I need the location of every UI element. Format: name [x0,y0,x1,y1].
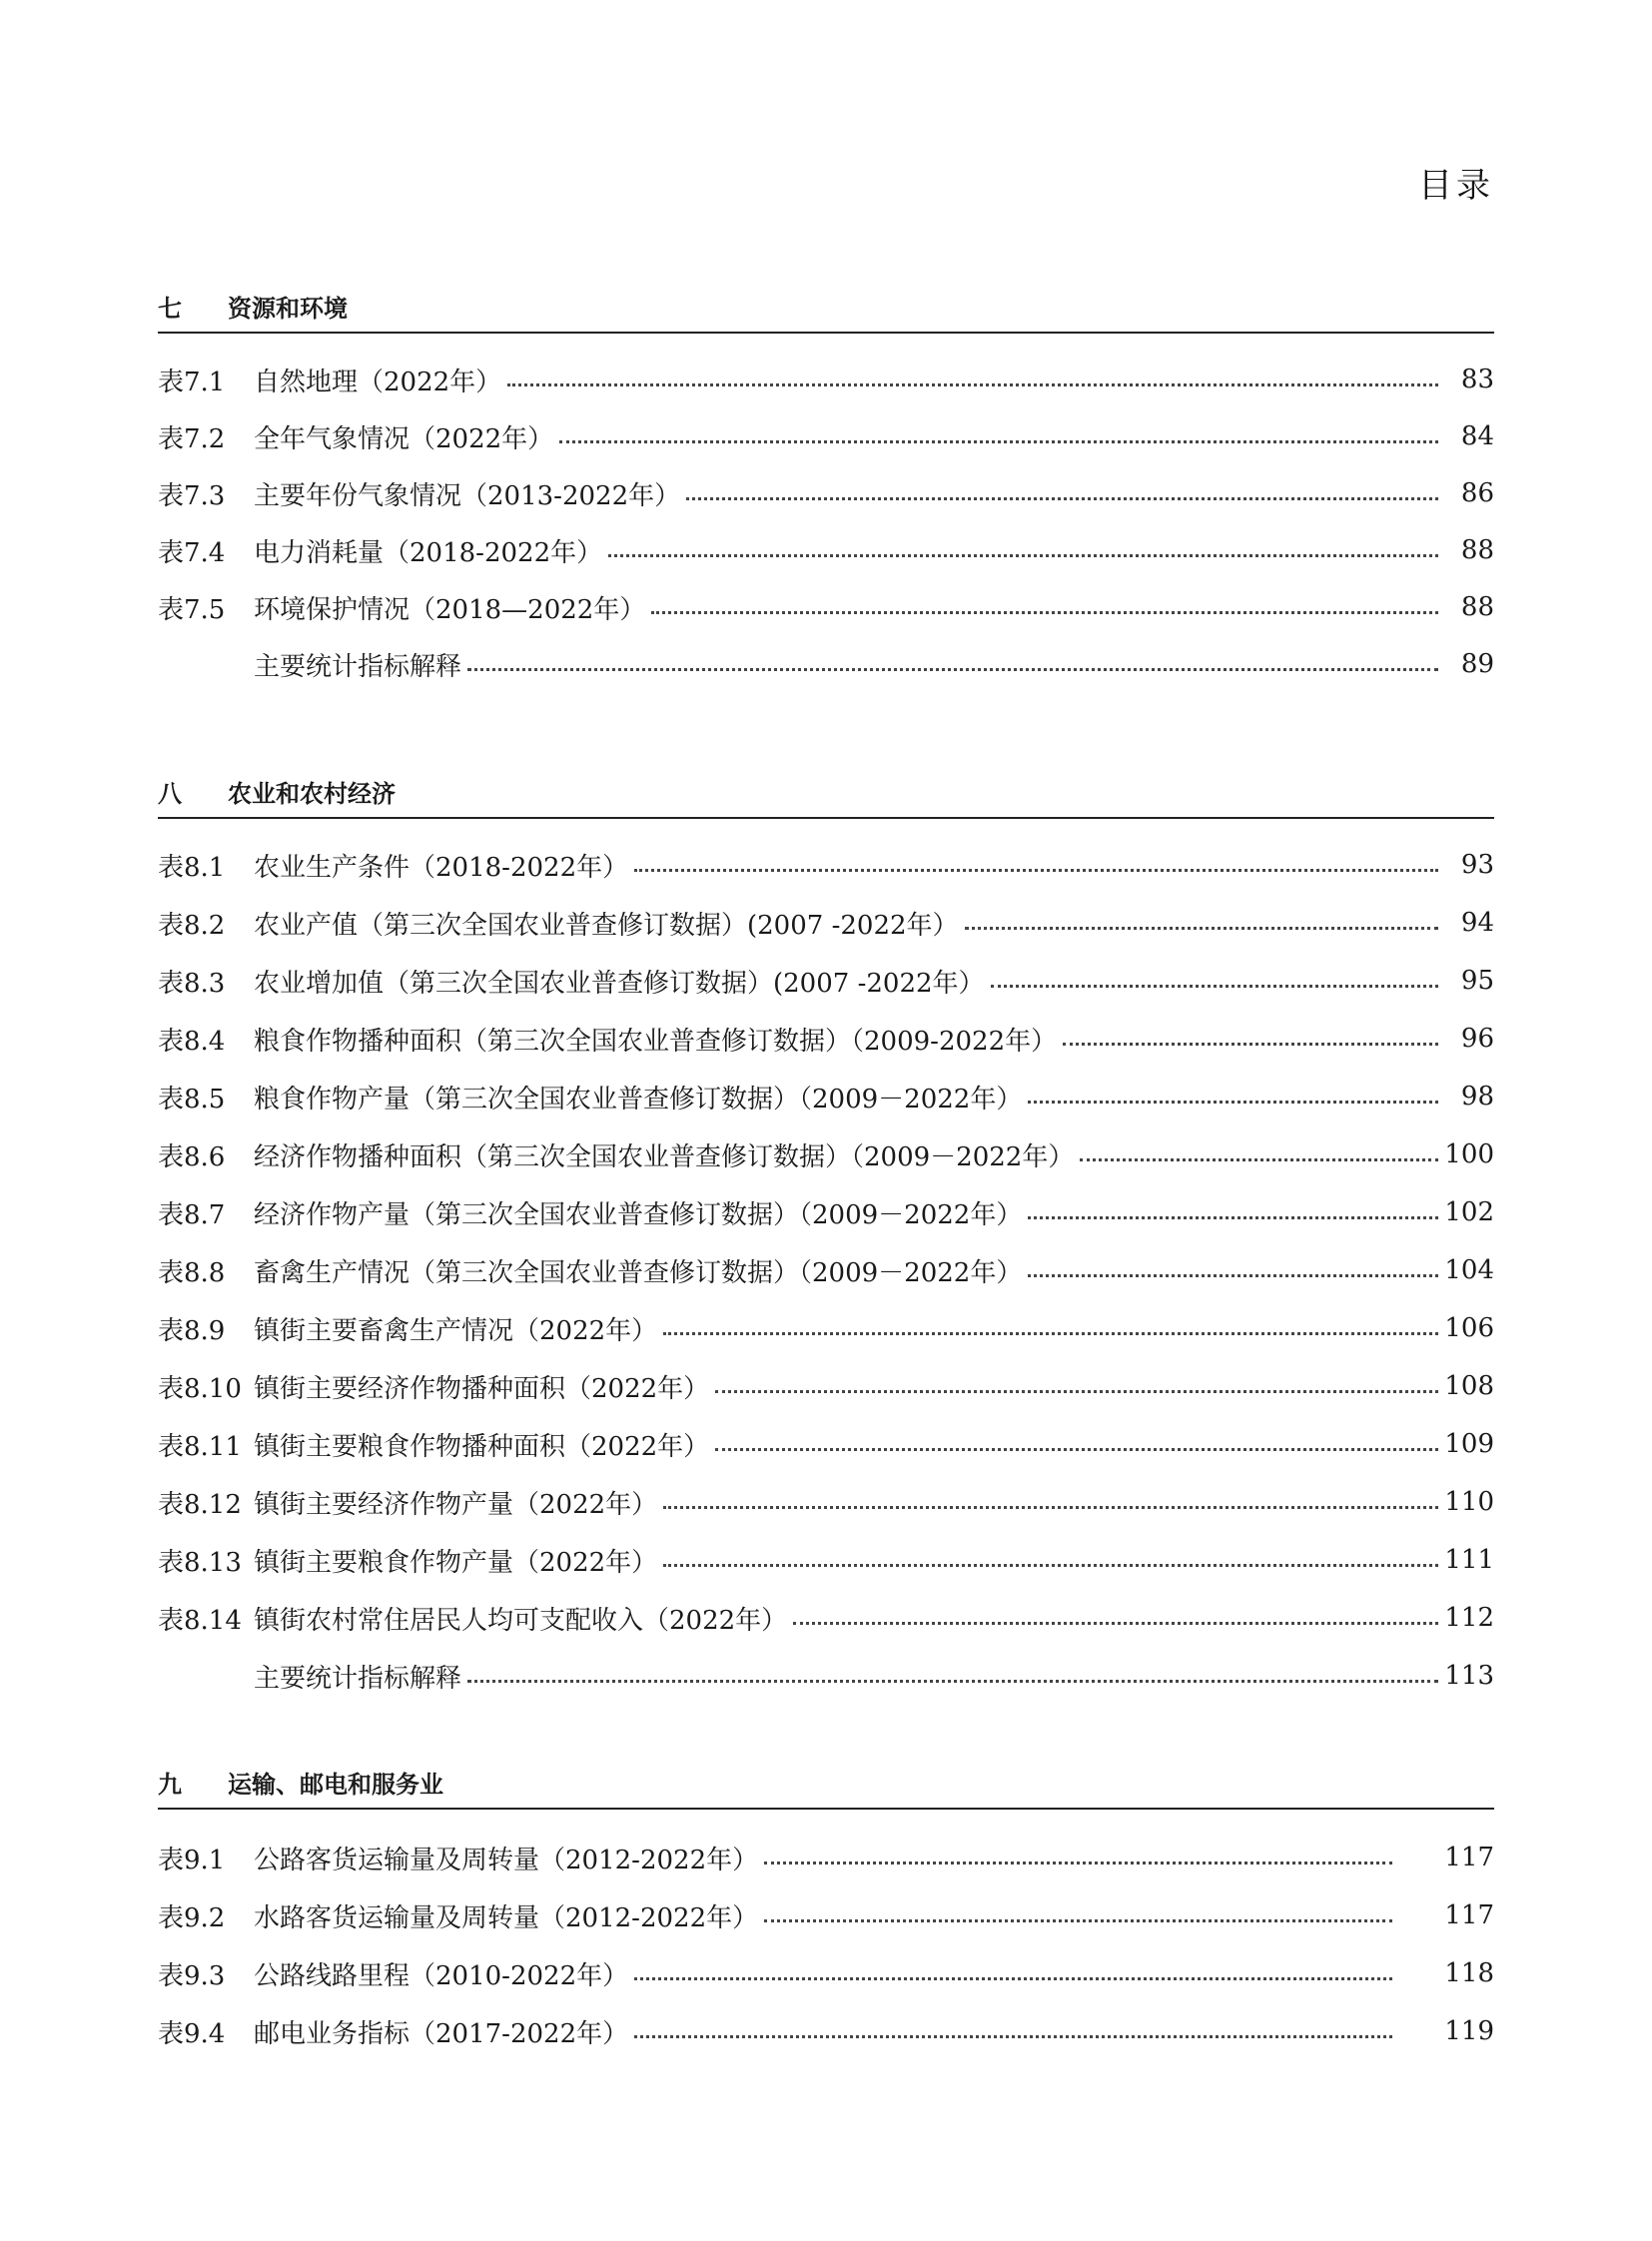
entry-code: 表7.3 [158,480,226,511]
dot-leader [467,662,1438,671]
entry-title: 农业生产条件（2018-2022年） [254,852,629,883]
toc-entry-8-4[interactable] [158,1019,1494,1059]
entry-code: 表8.8 [158,1257,226,1288]
entry-title: 镇街主要经济作物产量（2022年） [254,1489,658,1520]
toc-entry-8-6[interactable] [158,1134,1494,1174]
toc-entry-8-3[interactable] [158,961,1494,1001]
toc-entry-8-8[interactable] [158,1250,1494,1290]
toc-entry-8-notes[interactable] [158,1656,1494,1696]
entry-page-number: 117 [1444,1900,1494,1930]
entry-code: 表8.12 [158,1489,242,1520]
entry-page-number: 88 [1460,592,1494,622]
dot-leader [1063,1037,1438,1046]
entry-code: 表8.14 [158,1605,242,1636]
entry-code: 表8.7 [158,1199,226,1230]
entry-page-number: 119 [1444,2016,1494,2046]
section-resources-environment [158,284,1494,334]
section-heading [158,1760,1494,1810]
section-heading [158,769,1494,819]
entry-title: 镇街主要粮食作物播种面积（2022年） [254,1431,710,1462]
entry-title: 公路线路里程（2010-2022年） [254,1960,629,1991]
entry-page-number: 93 [1460,850,1494,880]
entry-title: 主要年份气象情况（2013-2022年） [254,480,681,511]
entry-page-number: 110 [1444,1487,1494,1517]
dot-leader [1028,1268,1438,1277]
entry-title: 经济作物播种面积（第三次全国农业普查修订数据）（2009－2022年） [254,1141,1075,1172]
entry-code: 表8.3 [158,968,226,999]
entry-code: 表9.1 [158,1845,226,1875]
entry-title: 经济作物产量（第三次全国农业普查修订数据）（2009－2022年） [254,1199,1023,1230]
toc-entry-7-5[interactable] [158,587,1494,627]
entry-page-number: 113 [1444,1661,1494,1691]
toc-entry-7-3[interactable] [158,473,1494,513]
entry-title: 公路客货运输量及周转量（2012-2022年） [254,1845,759,1875]
entry-title: 镇街主要畜禽生产情况（2022年） [254,1315,658,1346]
entry-title: 粮食作物播种面积（第三次全国农业普查修订数据）（2009-2022年） [254,1026,1058,1057]
dot-leader [608,548,1438,557]
toc-entry-9-4[interactable] [158,2011,1494,2051]
toc-entry-8-12[interactable] [158,1482,1494,1522]
toc-entry-8-10[interactable] [158,1366,1494,1406]
entry-page-number: 84 [1460,421,1494,451]
entry-page-number: 111 [1444,1545,1494,1575]
toc-entry-9-3[interactable] [158,1953,1494,1993]
dot-leader [634,1971,1392,1980]
entry-page-number: 112 [1444,1603,1494,1633]
toc-entry-7-notes[interactable] [158,644,1494,684]
entry-title: 农业产值（第三次全国农业普查修订数据）(2007 -2022年） [254,910,959,941]
entry-code: 表9.4 [158,2018,226,2049]
dot-leader [663,1558,1438,1567]
entry-page-number: 102 [1444,1197,1494,1227]
entry-page-number: 104 [1444,1255,1494,1285]
entry-code: 表8.10 [158,1373,242,1404]
entry-title: 环境保护情况（2018—2022年） [254,594,646,625]
toc-entry-8-9[interactable] [158,1308,1494,1348]
entry-page-number: 88 [1460,535,1494,565]
dot-leader [965,921,1438,930]
dot-leader [1080,1152,1438,1161]
entry-code: 表8.13 [158,1547,242,1578]
entry-code: 表8.1 [158,852,226,883]
entry-title: 农业增加值（第三次全国农业普查修订数据）(2007 -2022年） [254,968,985,999]
entry-title: 粮食作物产量（第三次全国农业普查修订数据）（2009－2022年） [254,1084,1023,1115]
entry-title: 镇街农村常住居民人均可支配收入（2022年） [254,1605,788,1636]
toc-entry-7-2[interactable] [158,416,1494,456]
entry-title: 镇街主要经济作物播种面积（2022年） [254,1373,710,1404]
dot-leader [715,1384,1438,1393]
section-number: 八 [158,780,182,808]
toc-entry-8-11[interactable] [158,1424,1494,1464]
entry-code: 表8.2 [158,910,226,941]
section-number: 九 [158,1771,182,1799]
entry-title: 自然地理（2022年） [254,367,502,397]
toc-entry-8-13[interactable] [158,1540,1494,1580]
section-title: 资源和环境 [228,295,348,323]
dot-leader [1028,1095,1438,1104]
page-title: 目录 [1418,166,1494,206]
entry-page-number: 89 [1460,649,1494,679]
toc-entry-8-1[interactable] [158,845,1494,885]
entry-code: 表8.9 [158,1315,226,1346]
entry-title: 电力消耗量（2018-2022年） [254,537,603,568]
toc-entry-8-14[interactable] [158,1598,1494,1638]
entry-page-number: 94 [1460,908,1494,938]
entry-page-number: 100 [1444,1139,1494,1169]
entry-page-number: 117 [1444,1843,1494,1872]
dot-leader [793,1616,1438,1625]
entry-title: 镇街主要粮食作物产量（2022年） [254,1547,658,1578]
dot-leader [663,1500,1438,1509]
section-heading [158,284,1494,334]
entry-code: 表8.6 [158,1141,226,1172]
entry-code: 表9.3 [158,1960,226,1991]
entry-page-number: 96 [1460,1024,1494,1054]
dot-leader [764,1913,1392,1922]
dot-leader [467,1674,1438,1683]
entry-code: 表8.11 [158,1431,242,1462]
dot-leader [559,434,1438,443]
entry-page-number: 83 [1460,365,1494,394]
entry-page-number: 108 [1444,1371,1494,1401]
entry-title: 主要统计指标解释 [254,651,462,682]
dot-leader [764,1856,1392,1865]
entry-page-number: 106 [1444,1313,1494,1343]
entry-title: 全年气象情况（2022年） [254,423,554,454]
section-agriculture-rural-economy [158,769,1494,819]
entry-page-number: 109 [1444,1429,1494,1459]
dot-leader [651,605,1438,614]
entry-title: 主要统计指标解释 [254,1663,462,1694]
entry-code: 表9.2 [158,1902,226,1933]
dot-leader [507,377,1438,386]
entry-code: 表7.4 [158,537,226,568]
entry-code: 表7.2 [158,423,226,454]
entry-title: 畜禽生产情况（第三次全国农业普查修订数据）（2009－2022年） [254,1257,1023,1288]
entry-page-number: 118 [1444,1958,1494,1988]
toc-entry-7-4[interactable] [158,530,1494,570]
entry-page-number: 98 [1460,1082,1494,1112]
entry-code: 表8.5 [158,1084,226,1115]
entry-code: 表8.4 [158,1026,226,1057]
toc-entry-9-1[interactable] [158,1838,1494,1877]
toc-entry-9-2[interactable] [158,1895,1494,1935]
toc-entry-8-2[interactable] [158,903,1494,943]
section-title: 农业和农村经济 [228,780,396,808]
dot-leader [634,863,1438,872]
entry-title: 水路客货运输量及周转量（2012-2022年） [254,1902,759,1933]
entry-title: 邮电业务指标（2017-2022年） [254,2018,629,2049]
section-transport-post-services [158,1760,1494,1810]
dot-leader [1028,1210,1438,1219]
dot-leader [715,1442,1438,1451]
dot-leader [634,2029,1392,2038]
dot-leader [991,979,1438,988]
dot-leader [686,491,1438,500]
entry-page-number: 95 [1460,966,1494,996]
dot-leader [663,1326,1438,1335]
toc-entry-8-7[interactable] [158,1192,1494,1232]
toc-entry-8-5[interactable] [158,1077,1494,1117]
section-title: 运输、邮电和服务业 [228,1771,443,1799]
entry-page-number: 86 [1460,478,1494,508]
entry-code: 表7.5 [158,594,226,625]
toc-entry-7-1[interactable] [158,360,1494,399]
entry-code: 表7.1 [158,367,226,397]
section-number: 七 [158,295,182,323]
